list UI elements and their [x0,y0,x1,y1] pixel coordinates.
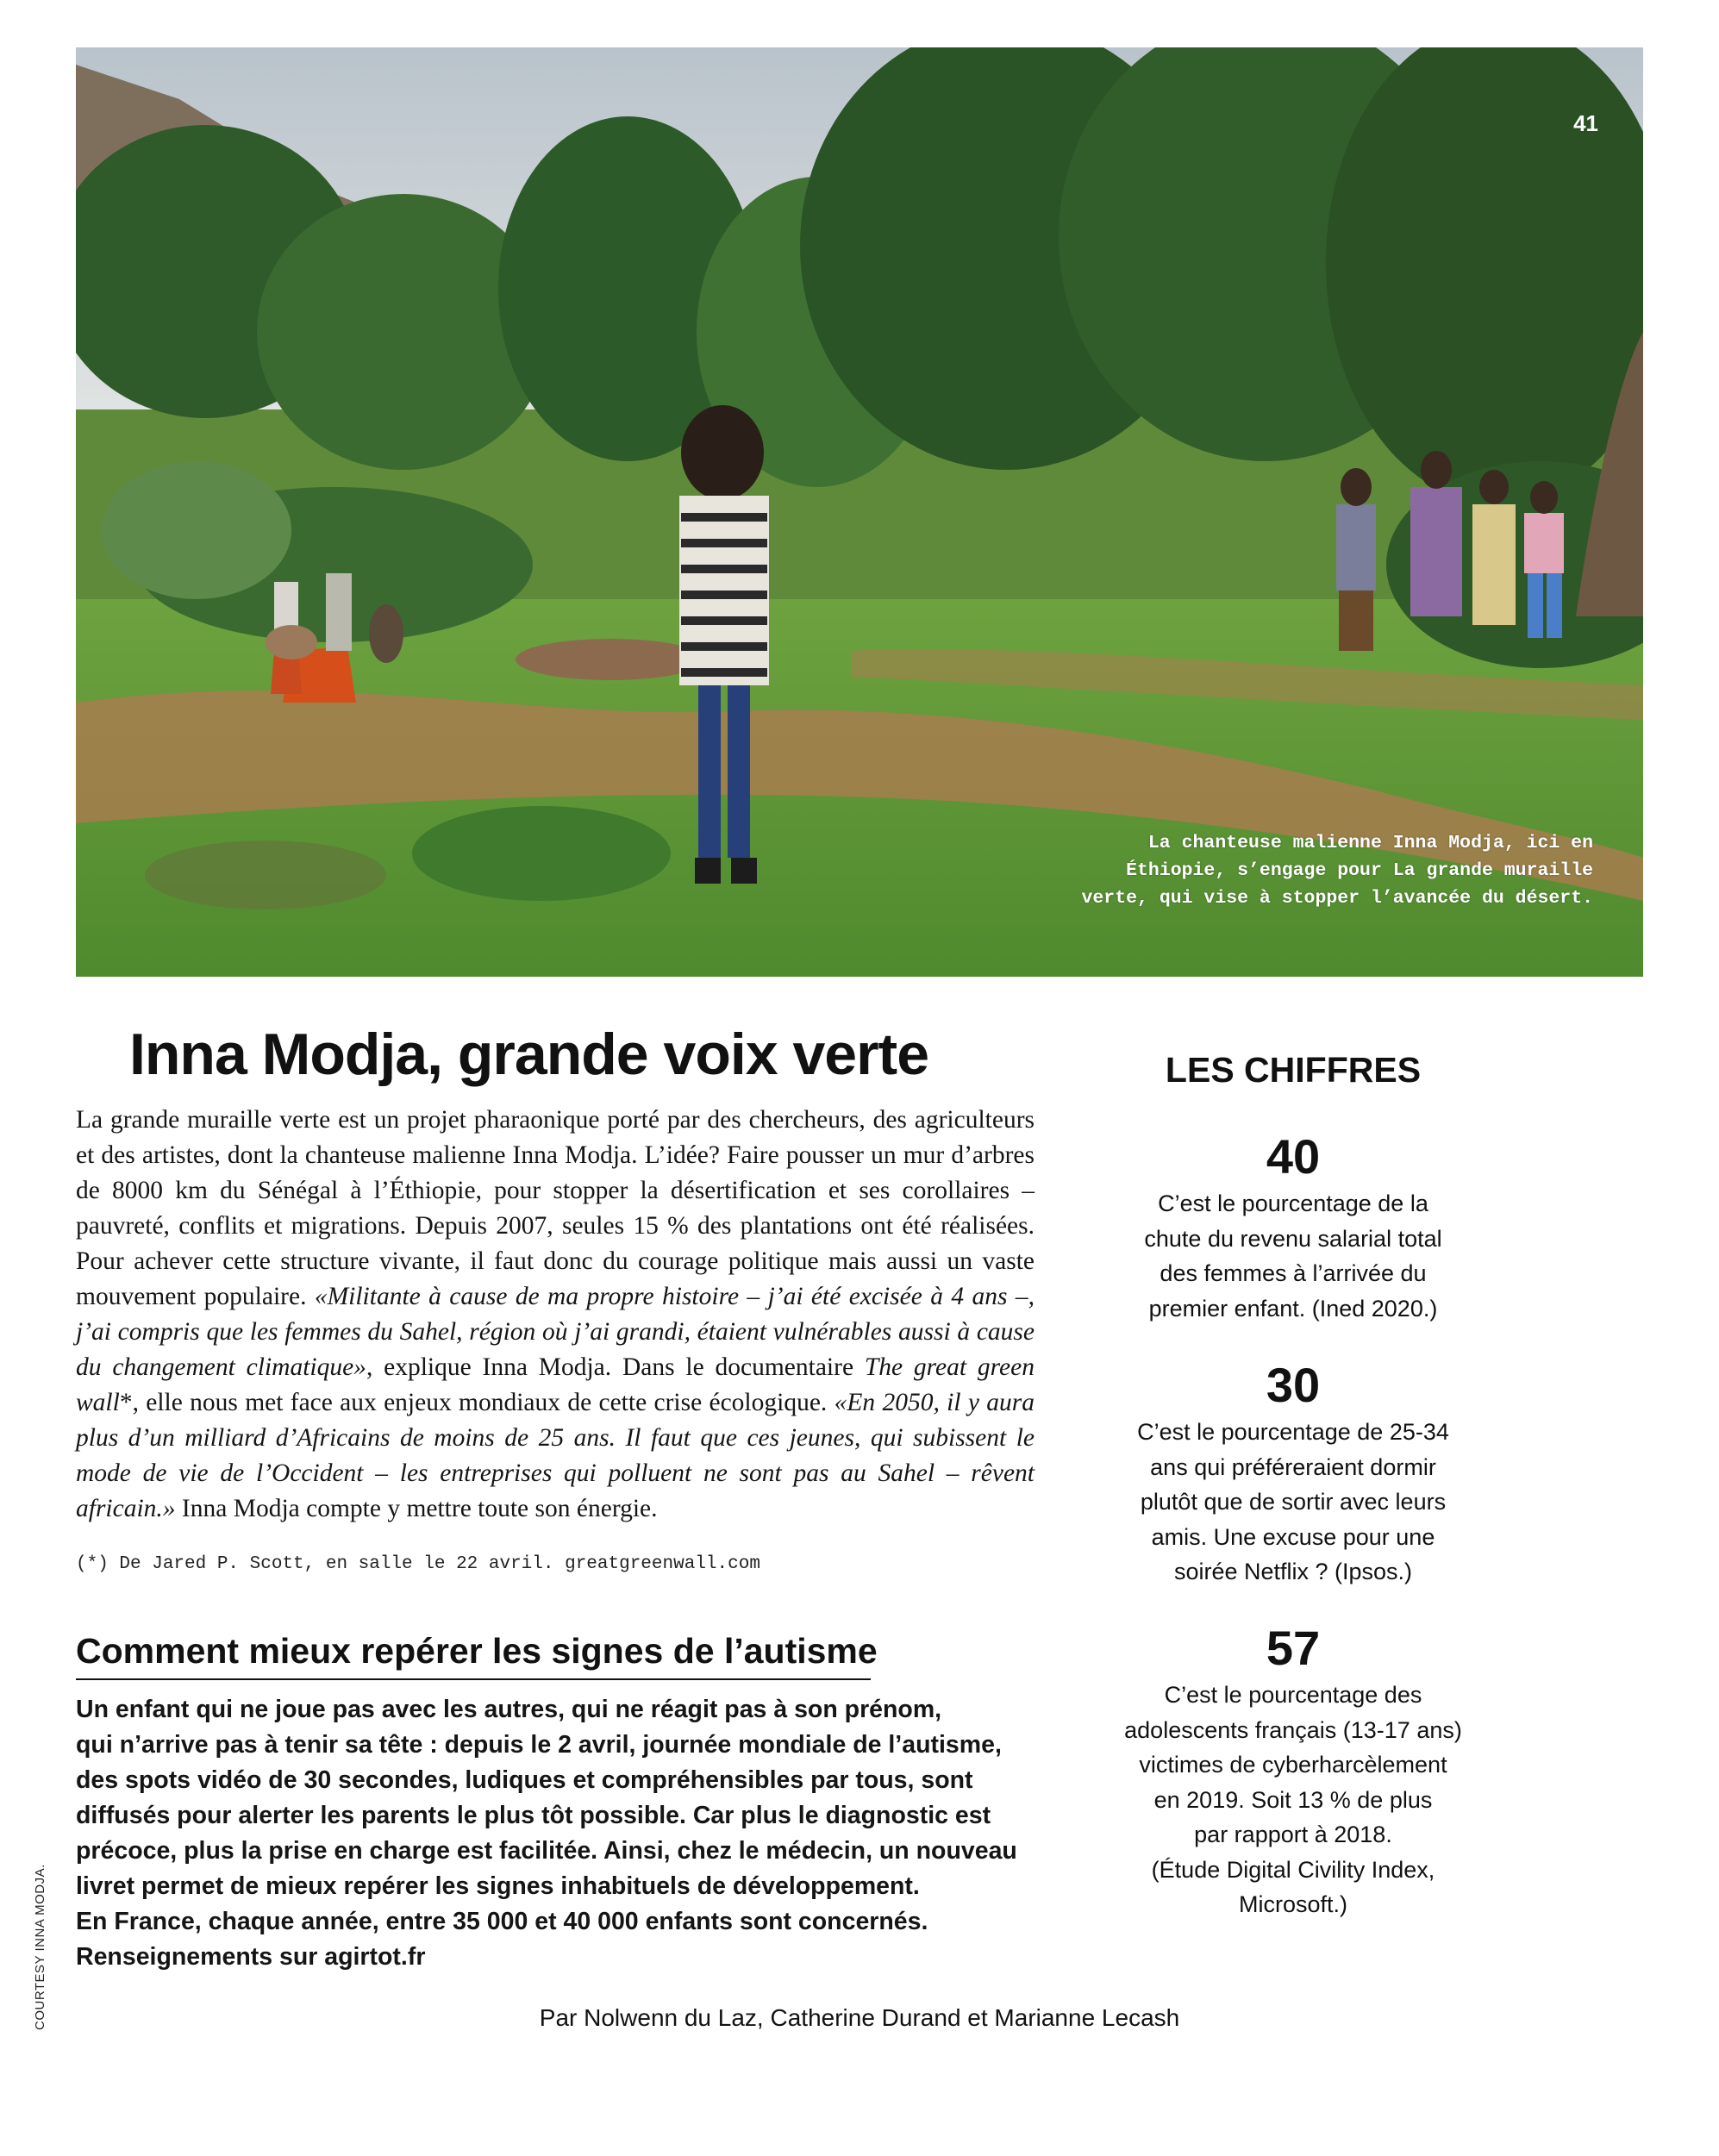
authors-credit: Par Nolwenn du Laz, Catherine Durand et Marianne Lecash [539,2004,1180,2031]
body-middle-2: *, elle nous met face aux enjeux mondiaux de cette crise écologique. [119,1389,834,1416]
stat-description [1095,1415,1491,1590]
caption-line: Éthiopie, s’engage pour La grande muraille [1126,860,1593,881]
photo-caption [972,829,1593,912]
stat-block [1095,1621,1491,1922]
stat-number: 40 [1266,1129,1321,1184]
autism-line: qui n’arrive pas à tenir sa tête : depuis le 2 avril, journée mondiale de l’autisme, [76,1731,1002,1759]
body-middle-1: , explique Inna Modja. Dans le documentaire [366,1353,865,1381]
autism-line: des spots vidéo de 30 secondes, ludiques et compréhensibles par tous, sont [76,1766,973,1794]
stat-line: C’est le pourcentage des [1164,1682,1422,1708]
autism-title: Comment mieux repérer les signes de l’autisme [76,1631,878,1671]
stat-line: victimes de cyberharcèlement [1139,1752,1447,1778]
stat-line: (Étude Digital Civility Index, [1151,1856,1435,1883]
stat-line: premier enfant. (Ined 2020.) [1148,1295,1438,1322]
autism-line: diffusés pour alerter les parents le plus tôt possible. Car plus le diagnostic est [76,1802,991,1829]
stat-number: 57 [1266,1621,1321,1675]
body-intro: La grande muraille verte est un projet pharaonique porté par des chercheurs, des agriculteurs et des artistes, dont la chanteuse malienne Inna Modja. L’idée? Faire pousser un mur d’arbres de 8000 km du Sénégal à l’Éthiopie, pour stopper la désertification et ses corollaires – pauvreté, conflits et migrations. Depuis 2007, seules 15 % des plantations ont été réalisées. Pour achever cette structure vivante, il faut donc du courage politique mais aussi un vaste mouvement populaire. [76,1106,1035,1310]
stat-line: C’est le pourcentage de la [1158,1190,1428,1216]
caption-line: verte, qui vise à stopper l’avancée du désert. [1081,888,1593,909]
stat-line: par rapport à 2018. [1194,1822,1392,1847]
stat-block [1095,1129,1491,1326]
photo-credit: COURTESY INNA MODJA. [33,1864,47,2030]
autism-body [76,1692,1016,1975]
article-body [76,1103,1035,1527]
body-end: Inna Modja compte y mettre toute son énergie. [175,1495,658,1522]
stat-line: chute du revenu salarial total [1144,1225,1442,1252]
autism-line: En France, chaque année, entre 35 000 et 40 000 enfants sont concernés. [76,1908,928,1935]
caption-line: La chanteuse malienne Inna Modja, ici en [1147,833,1593,853]
stat-line: plutôt que de sortir avec leurs [1140,1489,1447,1515]
stat-line: adolescents français (13-17 ans) [1124,1716,1462,1743]
article-title: Inna Modja, grande voix verte [129,1022,929,1087]
stat-description [1095,1186,1491,1326]
autism-line: précoce, plus la prise en charge est facilitée. Ainsi, chez le médecin, un nouveau [76,1837,1017,1865]
stat-description [1095,1678,1491,1922]
quote-2: «En 2050, il y aura plus d’un milliard d’Africains de moins de 25 ans. Il faut que ces jeunes, qui subissent le mode de vie de l’Occident – les entreprises qui polluent ne sont pas au Sahel – rêvent africain.» [76,1389,1035,1522]
stat-block [1095,1358,1491,1590]
title-underline [76,1678,871,1680]
sidebar-title: LES CHIFFRES [1165,1050,1422,1090]
autism-line: livret permet de mieux repérer les signes inhabituels de développement. [76,1872,920,1900]
film-title: The great green wall [76,1353,1035,1416]
autism-line: Renseignements sur agirtot.fr [76,1943,426,1971]
stat-line: C’est le pourcentage de 25-34 [1137,1419,1449,1445]
stat-line: des femmes à l’arrivée du [1160,1260,1427,1286]
stat-line: soirée Netflix ? (Ipsos.) [1173,1559,1413,1584]
autism-line: Un enfant qui ne joue pas avec les autres, qui ne réagit pas à son prénom, [76,1696,942,1723]
stat-line: ans qui préféreraient dormir [1150,1453,1436,1480]
quote-1: «Militante à cause de ma propre histoire – j’ai été excisée à 4 ans –, j’ai compris que les femmes du Sahel, région où j’ai grandi, étaient vulnérables aussi à cause du changement climatique» [76,1283,1035,1381]
stat-number: 30 [1266,1358,1321,1412]
footnote: (*) De Jared P. Scott, en salle le 22 avril. greatgreenwall.com [76,1554,760,1574]
stat-line: Microsoft.) [1238,1891,1347,1917]
stat-line: en 2019. Soit 13 % de plus [1153,1786,1433,1813]
page-number: 41 [1573,110,1598,136]
stat-line: amis. Une excuse pour une [1151,1523,1435,1550]
